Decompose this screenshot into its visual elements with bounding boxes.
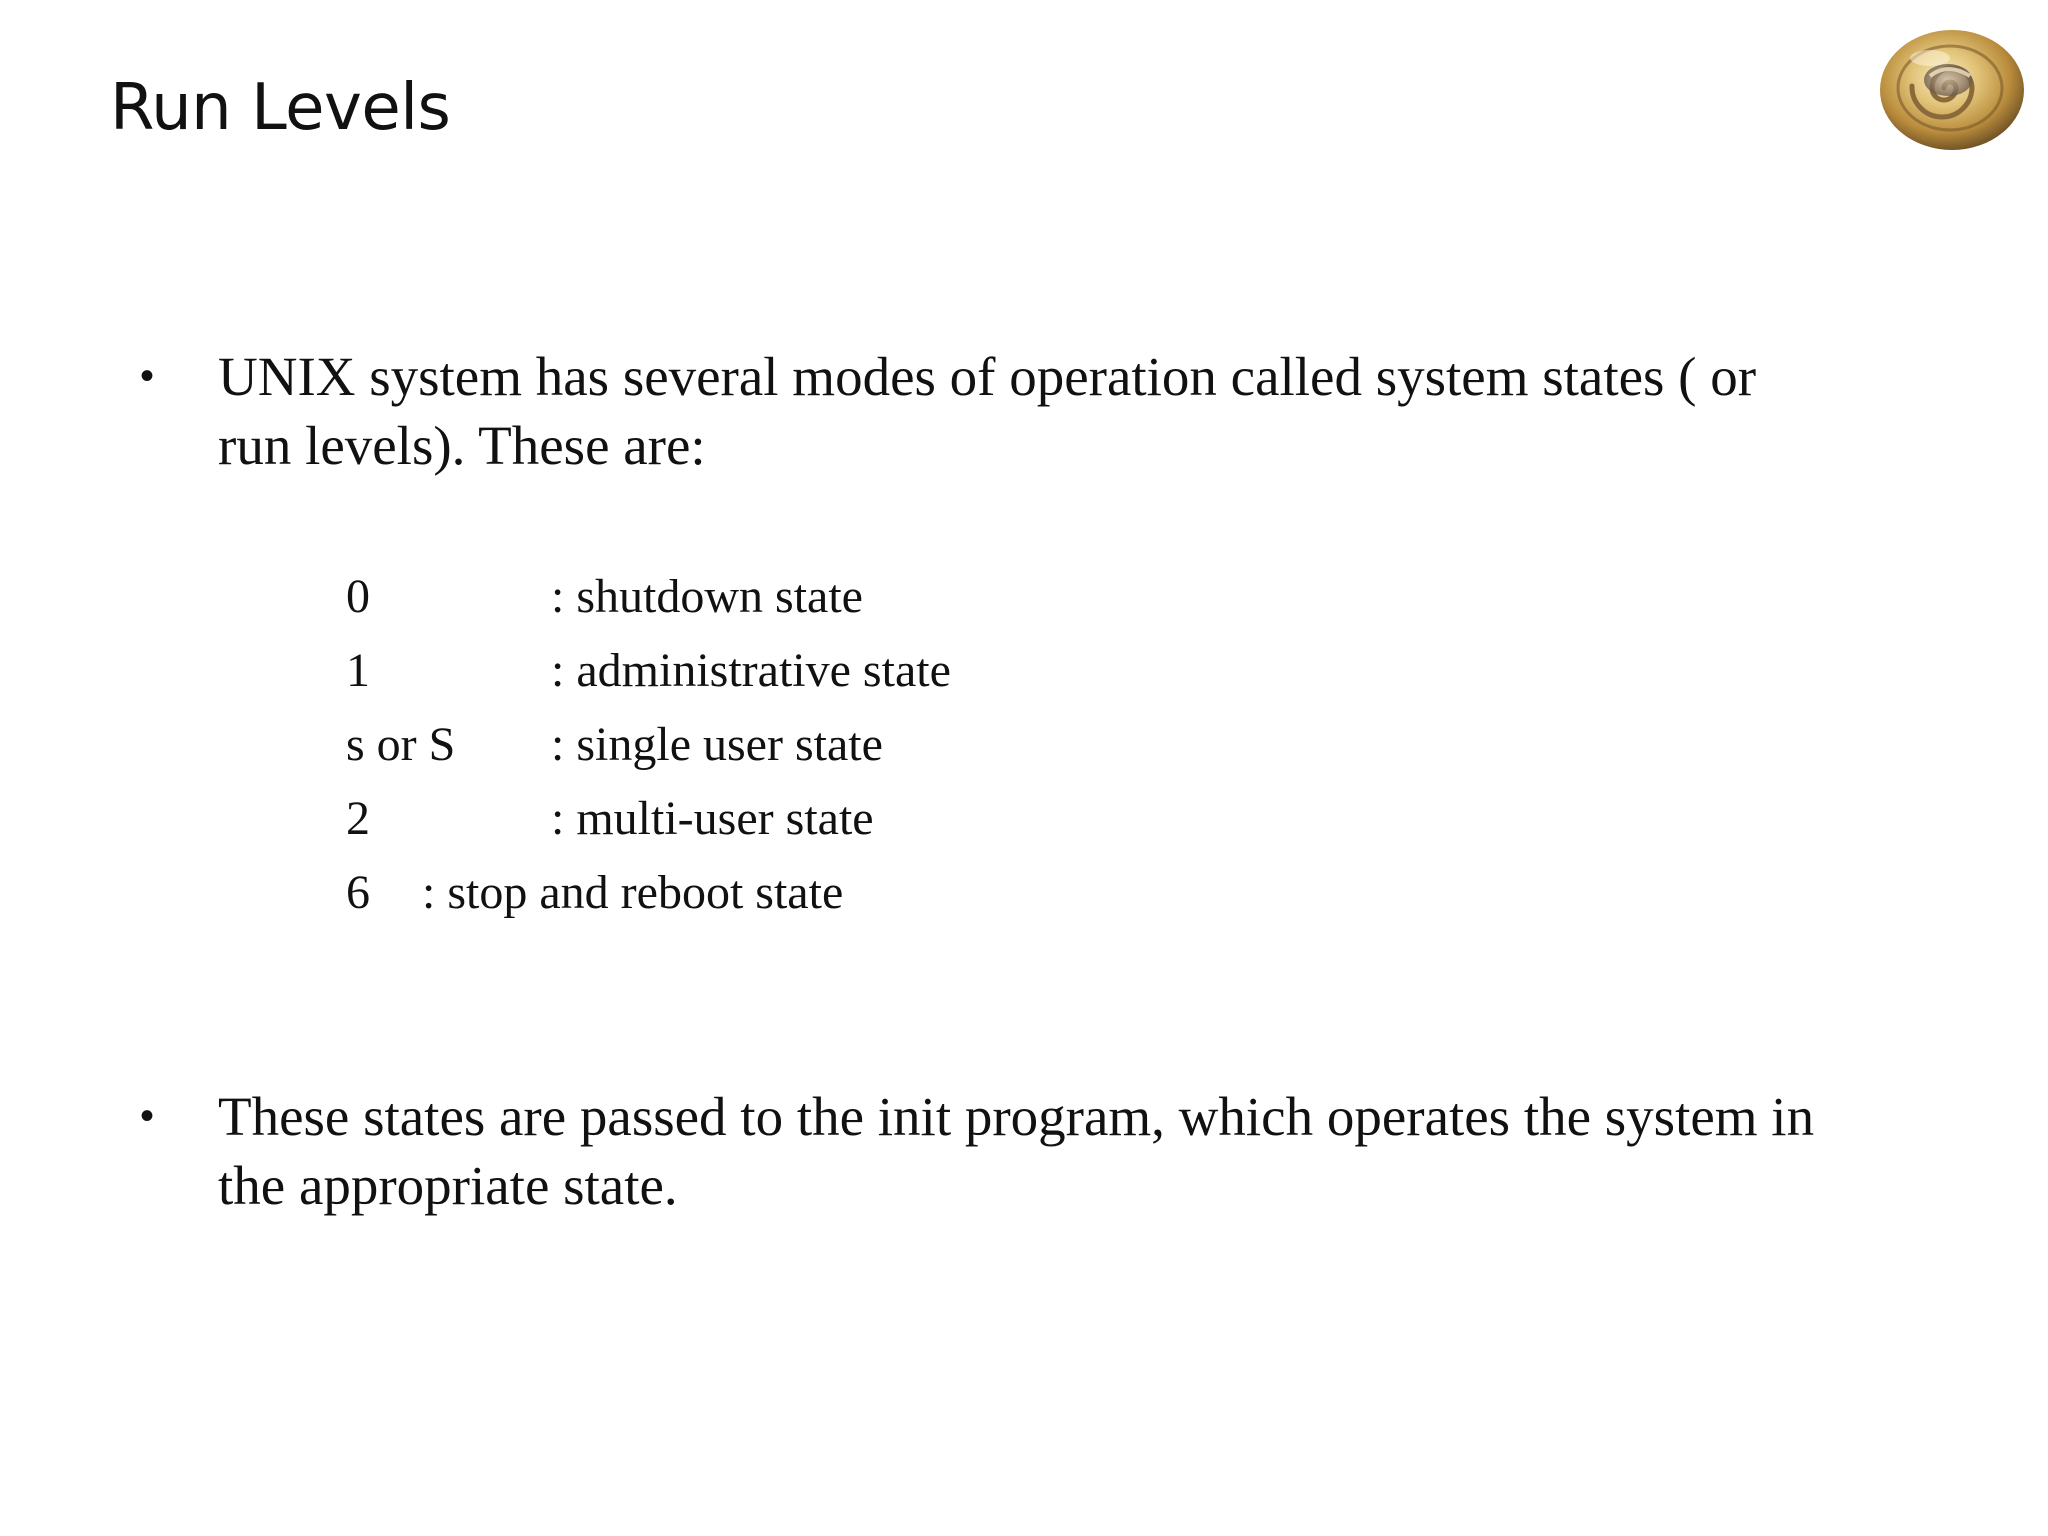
run-level-description: : multi-user state [551, 792, 874, 845]
bullet-item [140, 1082, 1840, 1220]
bullet-item [140, 342, 1840, 480]
bullet-text: These states are passed to the init program, which operates the system in the appropriate state. [218, 1086, 1815, 1216]
run-level-description: : administrative state [551, 644, 951, 697]
run-level-code: 1 [346, 644, 370, 697]
run-level-description: : stop and reboot state [422, 866, 844, 919]
bullet-symbol: • [140, 354, 155, 398]
slide-title: Run Levels [110, 71, 451, 145]
run-level-code: 0 [346, 570, 370, 623]
bullet-symbol: • [140, 1094, 155, 1138]
run-level-description: : single user state [551, 718, 883, 771]
run-level-code: 2 [346, 792, 370, 845]
bullet-text: UNIX system has several modes of operation called system states ( or run levels). These are: [218, 346, 1757, 476]
spiral-shell-icon [1870, 18, 2030, 158]
run-level-code: s or S [346, 718, 456, 771]
run-level-description: : shutdown state [551, 570, 863, 623]
run-level-code: 6 [346, 866, 370, 919]
